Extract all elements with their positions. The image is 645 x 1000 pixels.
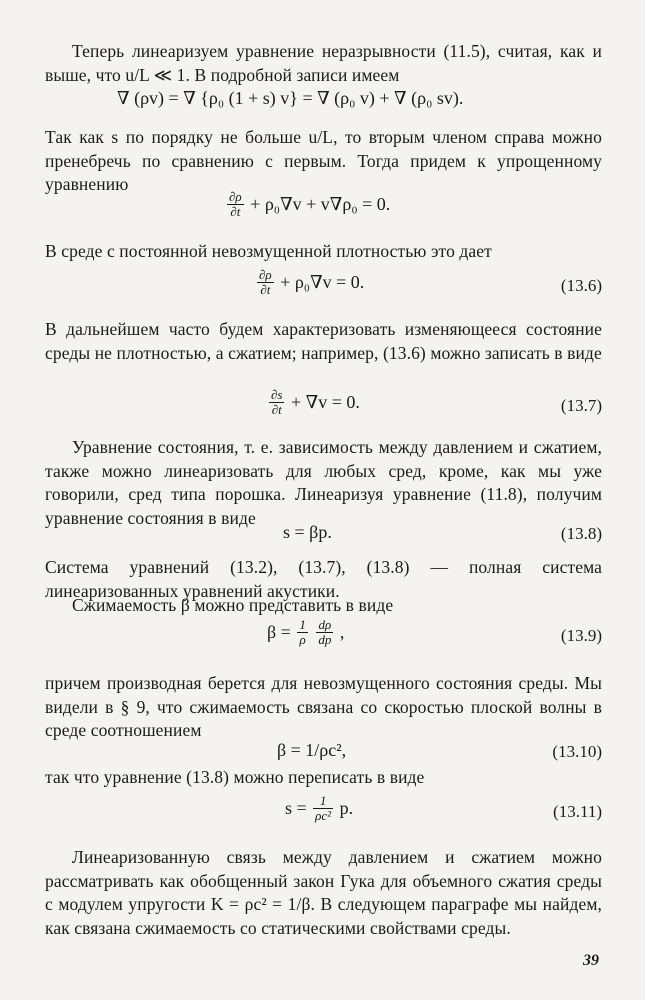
fraction-denominator: ∂t [260, 282, 271, 297]
equation-divergence-expansion [45, 88, 602, 128]
equation-13-7 [45, 388, 602, 428]
fraction-denominator: ρ [299, 632, 306, 647]
equation-lhs: β = [267, 622, 291, 642]
equation-number: (13.11) [553, 802, 602, 821]
page-number: 39 [583, 952, 599, 969]
equation-lhs: s = [285, 798, 307, 818]
fraction-denominator: dp [318, 632, 332, 647]
equation-text: , [339, 622, 345, 642]
fraction-numerator: ∂ρ [259, 267, 272, 282]
paragraph-linearize-continuity: Теперь линеаризуем уравнение неразрывности (11.5), считая, как и выше, что u/L ≪ 1. В подробной записи имеем [45, 41, 602, 85]
paragraph-wave-speed: причем производная берется для невозмущенного состояния среды. Мы видели в § 9, что сжимаемость связана со скоростью плоской волны в среде соотношением [45, 673, 602, 740]
equation-text: p. [339, 798, 354, 818]
equation-text: ∇ (ρv) = ∇ {ρ₀ (1 + s) v} = ∇ (ρ₀ v) + ∇ (ρ₀ sv). [117, 88, 464, 108]
equation-number: (13.10) [552, 742, 602, 761]
paragraph-neglect-second-term: Так как s по порядку не больше u/L, то вторым членом справа можно пренебречь по сравнению с первым. Тогда придем к упрощенному уравнению [45, 127, 602, 194]
equation-text: + ρ₀∇v = 0. [280, 272, 365, 292]
paragraph-compression: В дальнейшем часто будем характеризовать изменяющееся состояние среды не плотностью, а сжатием; например, (13.6) можно записать в виде [45, 319, 602, 363]
equation-simplified-continuity [45, 190, 602, 230]
equation-text: β = 1/ρc², [277, 740, 347, 760]
fraction-numerator: ∂s [271, 387, 283, 402]
fraction-numerator: 1 [299, 617, 306, 632]
equation-13-8 [45, 516, 602, 556]
equation-number: (13.7) [560, 396, 602, 415]
fraction-denominator: ρc² [315, 808, 332, 823]
equation-13-11 [45, 794, 602, 834]
paragraph-compressibility: Сжимаемость β можно представить в виде [72, 595, 394, 615]
equation-number: (13.9) [560, 626, 602, 645]
equation-text: + ρ₀∇v + v∇ρ₀ = 0. [250, 194, 391, 214]
equation-text: s = βp. [283, 522, 332, 542]
equation-text: + ∇v = 0. [290, 392, 360, 412]
paragraph-hooke-law: Линеаризованную связь между давлением и сжатием можно рассматривать как обобщенный закон Гука для объемного сжатия среды с модулем упругости K = ρc² = 1/β. В следующем параграфе мы найдем, как связана сжимаемость со статическими свойствами среды. [45, 847, 602, 938]
fraction-numerator: ∂ρ [229, 189, 242, 204]
equation-13-6 [45, 268, 602, 308]
fraction-numerator: 1 [313, 794, 333, 809]
paragraph-equation-of-state: Уравнение состояния, т. е. зависимость между давлением и сжатием, также можно линеаризовать для любых сред, кроме, как мы уже говорили, сред типа порошка. Линеаризуя уравнение (11.8), получим уравнение состояния в виде [45, 437, 602, 528]
fraction-numerator: dρ [316, 618, 333, 633]
paragraph-rewrite: так что уравнение (13.8) можно переписать в виде [45, 767, 425, 787]
equation-number: (13.6) [560, 276, 602, 295]
equation-number: (13.8) [560, 524, 602, 543]
paragraph-constant-density: В среде с постоянной невозмущенной плотностью это дает [45, 241, 492, 261]
paragraph-full-system: Система уравнений (13.2), (13.7), (13.8) — полная система линеаризованных уравнений акустики. [45, 557, 602, 601]
equation-13-9 [45, 618, 602, 658]
fraction-denominator: ∂t [271, 402, 282, 417]
fraction-denominator: ∂t [230, 204, 241, 219]
